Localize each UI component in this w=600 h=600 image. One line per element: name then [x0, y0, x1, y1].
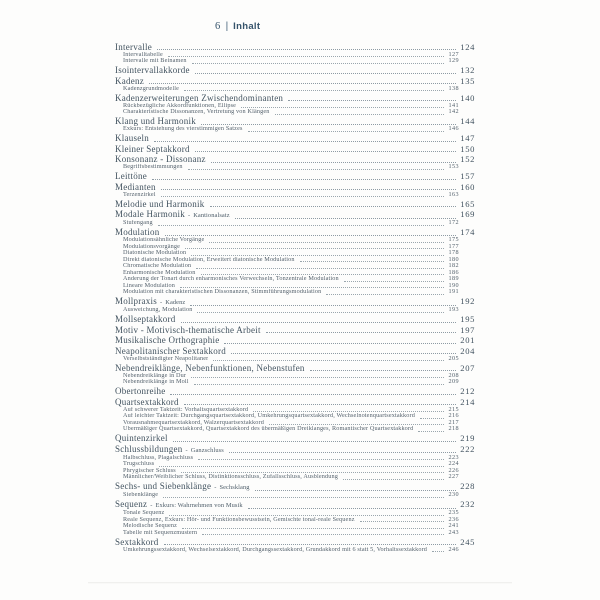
toc-subentry-label: Direkt diatonische Modulation, Erweitert diatonische Modulation — [123, 256, 295, 263]
dot-leader — [195, 72, 456, 74]
toc-entry-subtitle — [186, 446, 224, 455]
toc-subentry-label: Terzenzirkel — [123, 191, 156, 198]
page-number: 201 — [460, 335, 475, 345]
toc-entry — [115, 43, 475, 52]
dot-leader — [197, 311, 444, 313]
toc-subentry-label: Änderung der Tonart durch enharmonisches Verwechseln, Tonzentrale Modulation — [123, 276, 339, 282]
subtitle-separator: - — [160, 299, 163, 306]
subtitle-text: Kantionalsatz — [193, 212, 230, 219]
dot-leader — [168, 55, 444, 57]
toc-subentry-label: Reale Sequenz, Exkurs: Hör- und Funktionsbewusstsein, Gemischte tonal-reale Sequenz — [123, 516, 355, 523]
toc-entry — [115, 145, 475, 154]
toc-subentry-label: Stufengang — [123, 220, 153, 226]
dot-leader — [194, 383, 444, 385]
dot-leader — [184, 403, 456, 405]
toc-entry-title: Neapolitanischer Sextakkord — [115, 346, 226, 356]
toc-entry-title: Modulation — [115, 228, 160, 237]
page-number: 193 — [448, 306, 459, 313]
toc-entry-subtitle — [188, 211, 230, 220]
toc-subentry-label: Intervalle mit Beinamen — [123, 58, 187, 64]
page-number: 214 — [460, 396, 475, 407]
page-number: 175 — [448, 236, 459, 243]
dot-leader — [300, 260, 444, 262]
page-number: 135 — [460, 75, 475, 86]
page-number: 129 — [448, 57, 459, 64]
toc-subentry — [115, 547, 459, 554]
dot-leader — [181, 471, 444, 473]
toc-subentry-label: Auf leichter Taktzeit: Durchgangsquartsextakkord, Umkehrungsquartsextakkord, Wechselnotenquartsextakkord — [123, 413, 415, 419]
page-number: 177 — [448, 242, 459, 250]
toc-entry — [115, 77, 475, 86]
subtitle-text: Exkurs: Wahrnehmen von Musik — [155, 502, 243, 509]
dot-leader — [163, 496, 444, 498]
page-number: 180 — [448, 255, 459, 263]
toc-entry-title: Motiv - Motivisch-thematische Arbeit — [115, 325, 261, 335]
page-number: 222 — [460, 443, 475, 454]
page-number: 224 — [448, 460, 459, 467]
page-number: 157 — [460, 171, 475, 181]
toc-entry-title: Klauseln — [115, 134, 149, 143]
dot-leader — [198, 458, 444, 460]
toc-entry — [115, 434, 475, 443]
page-number: 217 — [448, 418, 459, 426]
page-number: 207 — [460, 362, 475, 373]
toc-entry — [115, 482, 475, 492]
page-number: 124 — [460, 41, 475, 52]
page-number: 205 — [448, 354, 459, 362]
page-number: 232 — [460, 499, 475, 509]
toc-entry-title: Isointervallakkorde — [115, 66, 190, 75]
toc-entry — [115, 200, 475, 209]
page-number: 204 — [460, 345, 475, 356]
page-number: 163 — [448, 190, 459, 198]
page-number: 186 — [448, 268, 459, 276]
dot-leader — [266, 331, 456, 333]
page-number: 236 — [448, 515, 459, 523]
page-number: 174 — [460, 227, 475, 237]
toc-subentry — [115, 474, 459, 481]
toc-subentry-label: Siebenklänge — [123, 492, 159, 498]
subtitle-separator: - — [214, 484, 217, 491]
subtitle-separator: - — [185, 446, 188, 454]
page-number: 142 — [448, 108, 459, 115]
page-number: 169 — [460, 209, 475, 219]
toc-subentry-label: Modulationsähnliche Vorgänge — [123, 237, 205, 243]
toc-subentry-label: Charakteristische Dissonanzen, Vertretung von Klängen — [123, 109, 270, 115]
page-number: 127 — [448, 50, 459, 58]
toc-subentry — [115, 307, 459, 314]
toc-entry-title: Sequenz — [115, 500, 148, 509]
page-title: Inhalt — [233, 21, 261, 32]
dot-leader — [170, 393, 456, 395]
dot-leader — [211, 161, 456, 163]
toc-subentry-label: Tabelle mit Sequenzmustern — [123, 529, 198, 536]
page-number: 245 — [460, 536, 475, 547]
toc-entry-title: Medianten — [115, 182, 156, 192]
toc-entry — [115, 315, 475, 324]
toc-entry — [115, 398, 475, 407]
dot-leader — [165, 234, 457, 236]
page-number: 228 — [460, 481, 475, 491]
dot-leader — [241, 106, 444, 108]
page-number: 144 — [460, 116, 475, 126]
toc-subentry — [115, 58, 459, 65]
dot-leader — [248, 507, 456, 509]
dot-leader — [201, 273, 444, 275]
toc-subentry-label: Enharmonische Modulation — [123, 269, 196, 276]
page-number: 223 — [448, 453, 459, 461]
dot-leader — [209, 241, 444, 243]
dot-leader — [169, 514, 444, 516]
toc-subentry — [115, 220, 459, 227]
toc-entry-title: Kleiner Septakkord — [115, 144, 190, 154]
dot-leader — [196, 267, 444, 269]
toc-subentry-label: Modulationsvorgänge — [123, 243, 181, 250]
toc-subentry-label: Männlicher/Weiblicher Schluss, Distinktionsschluss, Zufallsschluss, Ausblendung — [123, 474, 339, 480]
page-number: 216 — [448, 412, 459, 419]
toc-subentry-label: Kadenzgrundmodelle — [123, 85, 179, 92]
dot-leader — [157, 48, 456, 50]
dot-leader — [432, 550, 444, 552]
dot-leader — [195, 150, 456, 152]
toc-entry-title: Quintenzirkel — [115, 434, 168, 443]
subtitle-text: Sechsklang — [219, 484, 250, 491]
dot-leader — [248, 130, 444, 132]
toc-entry-subtitle — [214, 483, 249, 492]
toc-entry — [115, 228, 475, 237]
page-number: 153 — [448, 163, 459, 170]
page-number: 189 — [448, 275, 459, 282]
header-separator: | — [225, 21, 229, 32]
toc-entry — [115, 134, 475, 143]
toc-subentry-label: Trugschluss — [123, 461, 155, 467]
toc-entry — [115, 94, 475, 103]
toc-entry-title: Nebendreiklänge, Nebenfunktionen, Nebenstufen — [115, 363, 305, 373]
subtitle-separator: - — [187, 212, 191, 219]
dot-leader — [253, 410, 444, 412]
toc-subentry-label: Chromatische Modulation — [123, 263, 192, 269]
toc-subentry — [115, 426, 459, 433]
page-header — [215, 21, 260, 32]
toc-entry-title: Klang und Harmonik — [115, 117, 196, 126]
dot-leader — [255, 489, 456, 491]
toc-subentry-label: Umkehrungssextakkord, Wechselsextakkord, Durchgangssextakkord, Grundakkord mit 6 statt 5, Vorhaltssextakkord — [123, 546, 428, 553]
toc-entry-title: Kadenzerweiterungen Zwischendominanten — [115, 93, 284, 103]
toc-entry-title: Musikalische Orthographie — [115, 336, 220, 345]
dot-leader — [288, 99, 456, 101]
toc-subentry-label: Rückbezügliche Akkordfunktionen, Ellipse — [123, 102, 237, 109]
toc-entry-title: Melodie und Harmonik — [115, 199, 205, 209]
page-number: 241 — [448, 522, 459, 529]
toc-entry-title: Sextakkord — [115, 537, 159, 547]
toc-entry — [115, 172, 475, 181]
page-number: 182 — [448, 262, 459, 269]
dot-leader — [326, 293, 444, 295]
dot-leader — [158, 224, 444, 226]
toc-subentry-label: Exkurs: Entstehung des vierstimmigen Satzes — [123, 126, 243, 132]
toc-subentry — [115, 192, 459, 199]
toc-entry — [115, 326, 475, 335]
dot-leader — [180, 286, 444, 288]
dot-leader — [343, 478, 444, 480]
page-number: 132 — [460, 65, 475, 75]
dot-leader — [159, 465, 444, 467]
toc-entry — [115, 500, 475, 510]
page-number: 150 — [460, 143, 475, 154]
toc-subentry-label: Auf schwerer Taktzeit: Vorhaltsquartsextakkord — [123, 406, 249, 413]
dot-leader — [418, 430, 444, 432]
toc-subentry-label: Vorausnahmequartsextakkord, Walzerquartsextakkord — [123, 419, 264, 426]
toc-subentry-label: Melodische Sequenz — [123, 523, 178, 529]
dot-leader — [173, 440, 456, 442]
page-number: 165 — [460, 198, 475, 209]
page-number: 147 — [460, 133, 475, 143]
page-number: 226 — [448, 466, 459, 474]
dot-leader — [190, 304, 456, 306]
toc-entry-title: Kadenz — [115, 76, 144, 86]
toc-entry — [115, 297, 475, 307]
page-number: 218 — [448, 425, 459, 432]
toc-entry — [115, 364, 475, 373]
dot-leader — [202, 533, 444, 535]
page-number: 146 — [448, 125, 459, 132]
toc-entry-title: Intervalle — [115, 42, 152, 52]
dot-leader — [201, 123, 456, 125]
page-number: 172 — [448, 219, 459, 226]
toc-subentry-label: Modulation mit charakteristischen Dissonanzen, Stimmführungsmodulation — [123, 289, 322, 295]
dot-leader — [181, 321, 457, 323]
page-number: 191 — [448, 288, 459, 295]
toc-subentry — [115, 379, 459, 386]
dot-leader — [154, 140, 456, 142]
toc-entry — [115, 347, 475, 356]
dot-leader — [192, 62, 444, 64]
toc-subentry-label: Intervalltabelle — [123, 51, 163, 58]
toc-subentry-label: Begriffsbestimmungen — [123, 164, 183, 170]
toc-entry — [115, 445, 475, 455]
toc-subentry — [115, 289, 459, 296]
toc-subentry — [115, 530, 459, 537]
toc-entry-title: Konsonanz - Dissonanz — [115, 155, 206, 164]
toc-entry — [115, 210, 475, 220]
toc-subentry-label: Lineare Modulation — [123, 282, 176, 289]
dot-leader — [161, 195, 444, 197]
dot-leader — [152, 178, 456, 180]
page-number: 138 — [448, 84, 459, 92]
toc — [115, 41, 475, 553]
dot-leader — [213, 359, 444, 361]
dot-leader — [420, 417, 444, 419]
toc-entry-title: Quartsextakkord — [115, 397, 179, 407]
dot-leader — [231, 352, 456, 354]
toc-subentry-label: Tonale Sequenz — [123, 510, 165, 516]
page-number: 141 — [448, 101, 459, 109]
page-number: 178 — [448, 249, 459, 256]
toc-subentry — [115, 356, 459, 363]
toc-entry — [115, 538, 475, 547]
page-number: 227 — [448, 473, 459, 480]
dot-leader — [149, 82, 456, 84]
toc-subentry — [115, 492, 459, 499]
toc-subentry-label: Diatonische Modulation — [123, 250, 187, 256]
toc-subentry-label: Nebendreiklänge in Moll — [123, 379, 189, 385]
toc-entry-title: Mollseptakkord — [115, 315, 176, 324]
toc-entry-title: Schlussbildungen — [115, 444, 183, 454]
toc-entry-subtitle — [150, 501, 242, 510]
page-number: 219 — [460, 433, 475, 443]
dot-leader — [191, 254, 444, 256]
dot-leader — [188, 168, 444, 170]
dot-leader — [184, 89, 444, 91]
dot-leader — [235, 217, 456, 219]
dot-leader — [310, 369, 456, 371]
dot-leader — [161, 188, 456, 190]
subtitle-text: Kadenz — [165, 299, 186, 306]
toc-subentry-label: Halbschluss, Plagalschluss — [123, 454, 194, 461]
page-number: 243 — [448, 528, 459, 536]
dot-leader — [210, 205, 457, 207]
page-number: 235 — [448, 509, 459, 516]
subtitle-text: Ganzschluss — [190, 446, 224, 454]
dot-leader — [224, 342, 456, 344]
dot-leader — [164, 543, 457, 545]
page-number: 212 — [460, 386, 475, 396]
dot-leader — [360, 520, 444, 522]
dot-leader — [269, 423, 444, 425]
toc-entry — [115, 336, 475, 345]
dot-leader — [191, 376, 444, 378]
dot-leader — [182, 527, 444, 529]
toc-subentry — [115, 86, 459, 93]
toc-entry-title: Modale Harmonik — [115, 210, 185, 219]
page-number: 192 — [460, 296, 475, 306]
dot-leader — [229, 451, 456, 453]
toc-entry — [115, 66, 475, 75]
page-number: 209 — [448, 378, 459, 385]
page-number: 208 — [448, 371, 459, 379]
page-number: 140 — [460, 92, 475, 103]
page-number: 230 — [448, 491, 459, 498]
dot-leader — [344, 280, 444, 282]
toc-subentry — [115, 164, 459, 171]
toc-subentry — [115, 126, 459, 133]
toc-entry — [115, 117, 475, 126]
toc-entry-title: Mollpraxis — [115, 297, 157, 306]
header-page-number: 6 — [215, 21, 221, 32]
toc-subentry-label: Übermäßiger Quartsextakkord, Quartsextakkord des übermäßigen Dreiklanges, Romantischer Quartsextakkord — [123, 426, 414, 432]
toc-entry — [115, 183, 475, 192]
toc-entry — [115, 155, 475, 164]
toc-entry — [115, 387, 475, 396]
page-number: 246 — [448, 545, 459, 553]
toc-subentry-label: Phrygischer Schluss — [123, 467, 176, 474]
toc-entry-title: Sechs- und Siebenklänge — [115, 482, 212, 491]
page-number: 160 — [460, 181, 475, 192]
dot-leader — [185, 247, 444, 249]
page-number: 195 — [460, 314, 475, 324]
page-number: 152 — [460, 154, 475, 164]
page-edge-shadow — [88, 582, 512, 584]
page-number: 197 — [460, 324, 475, 335]
toc-entry-title: Obertonreihe — [115, 387, 166, 396]
toc-subentry — [115, 109, 459, 116]
subtitle-separator: - — [150, 502, 153, 509]
toc-entry-title: Leittöne — [115, 172, 147, 181]
page-number: 215 — [448, 405, 459, 413]
dot-leader — [275, 113, 445, 115]
toc-entry-subtitle — [160, 298, 185, 307]
page-number: 190 — [448, 281, 459, 289]
toc-subentry-label: Ausweichung, Modulation — [123, 307, 193, 313]
toc-subentry-label: Verselbstständigter Neapolitaner — [123, 355, 209, 362]
toc-subentry-label: Nebendreiklänge in Dur — [123, 372, 187, 379]
